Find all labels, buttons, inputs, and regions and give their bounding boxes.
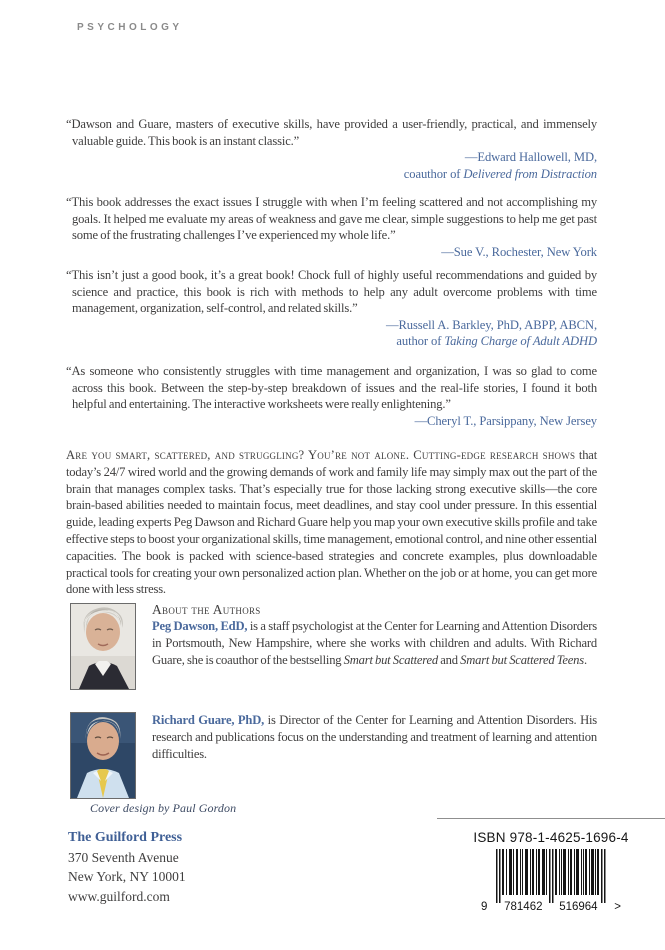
barcode-digit-group-2: 516964 [559, 901, 598, 913]
endorsement-quote-1 [66, 116, 597, 182]
attribution-name: —Russell A. Barkley, PhD, ABPP, ABCN, [385, 317, 597, 332]
book-description [66, 447, 597, 598]
bio-text: is a staff psychologist at the Center for Learning and Attention Disorders in Portsmouth, New Hampshire, where she works with children and adults. With Richard Guare, she is coauthor of the bestselling [152, 619, 597, 667]
isbn-barcode-box [437, 830, 665, 913]
richard-guare-bio [152, 712, 597, 762]
quote-attribution [66, 413, 597, 430]
peg-dawson-bio [152, 618, 597, 668]
attribution-book-title: Taking Charge of Adult ADHD [444, 334, 597, 349]
quote-text: “This isn’t just a good book, it’s a great book! Chock full of highly useful recommendations and guided by science and practice, this book is rich with methods to help any adult overcome problems with time management, organization, self-control, and related skills.” [66, 268, 597, 316]
attribution-prefix: coauthor of [403, 166, 464, 181]
description-lead: Are you smart, scattered, and struggling? You’re not alone. Cutting-edge research shows [66, 448, 576, 462]
bio-text: is Director of the Center for Learning and Attention Disorders. His research and publications focus on the understanding and treatment of learning and attention difficulties. [152, 713, 597, 761]
author-name-peg-dawson: Peg Dawson, EdD, [152, 619, 248, 633]
barcode-digit-group-1: 781462 [504, 901, 543, 913]
barcode-digit-trail: > [614, 901, 621, 913]
isbn-number: ISBN 978-1-4625-1696-4 [473, 830, 629, 845]
about-authors-heading: About the Authors [152, 602, 261, 617]
endorsement-quote-4 [66, 363, 597, 429]
publisher-block [68, 828, 186, 906]
attribution-name: —Sue V., Rochester, New York [441, 244, 597, 259]
author-photo-peg-dawson [70, 603, 136, 690]
peg-dawson-portrait-illustration [71, 604, 135, 689]
quote-attribution [66, 244, 597, 261]
description-body: that today’s 24/7 wired world and the growing demands of work and family life may simply max out the part of the brain that manages complex tasks. That’s especially true for those lacking strong executive skills—the core brain-based abilities needed to maintain focus, meet deadlines, and stay cool under pressure. In this essential guide, leading experts Peg Dawson and Richard Guare help you map your own executive skills profile and take effective steps to boost your organizational skills, time management, emotional control, and nine other essential capacities. The book is packed with science-based strategies and concrete examples, plus downloadable practical tools for creating your own personalized action plan. Whether on the job or at home, you can get more done with less stress. [66, 448, 597, 597]
author-photo-richard-guare [70, 712, 136, 799]
endorsement-quote-2 [66, 194, 597, 260]
book-title-smart-but-scattered: Smart but Scattered [343, 652, 439, 667]
about-the-authors-section [70, 601, 597, 800]
publisher-name: The Guilford Press [68, 830, 183, 845]
author-name-richard-guare: Richard Guare, PhD, [152, 713, 265, 727]
barcode-digit-lead: 9 [481, 901, 488, 913]
author-bio-richard-guare [70, 712, 597, 800]
barcode-box-top-rule [437, 818, 665, 819]
quote-text: “This book addresses the exact issues I struggle with when I’m feeling scattered and not accomplishing my goals. It helped me evaluate my areas of weakness and gave me clear, simple suggestions to help me get past some of the frustrating challenges I’ve experienced my whole life.” [66, 195, 597, 243]
endorsement-quote-3 [66, 267, 597, 350]
publisher-website: www.guilford.com [68, 888, 170, 904]
richard-guare-portrait-illustration [71, 713, 135, 798]
author-bio-peg-dawson [70, 601, 597, 701]
attribution-work [66, 166, 597, 183]
quote-text: “Dawson and Guare, masters of executive skills, have provided a user-friendly, practical, and immensely valuable guide. This book is an instant classic.” [66, 117, 597, 148]
peg-dawson-bio-text-column [152, 601, 597, 668]
cover-design-credit: Cover design by Paul Gordon [90, 801, 237, 815]
publisher-address-line-2: New York, NY 10001 [68, 869, 186, 884]
quote-text: “As someone who consistently struggles with time management and organization, I was so glad to come across this book. Between the step-by-step breakdown of issues and the real-life stories, I found it both helpful and entertaining. The interactive worksheets were really enlightening.” [66, 364, 597, 412]
attribution-work [66, 333, 597, 350]
richard-guare-bio-text-column [152, 712, 597, 762]
attribution-name: —Edward Hallowell, MD, [464, 150, 597, 165]
category-label: PSYCHOLOGY [77, 22, 183, 33]
attribution-book-title: Delivered from Distraction [463, 166, 597, 181]
book-title-smart-but-scattered-teens: Smart but Scattered Teens [460, 652, 584, 667]
quote-attribution [66, 317, 597, 350]
quote-attribution [66, 149, 597, 182]
publisher-address-line-1: 370 Seventh Avenue [68, 849, 179, 865]
bio-text: and [438, 652, 461, 667]
attribution-name: —Cheryl T., Parsippany, New Jersey [414, 413, 597, 428]
bio-text: . [583, 652, 587, 667]
attribution-prefix: author of [396, 334, 445, 349]
